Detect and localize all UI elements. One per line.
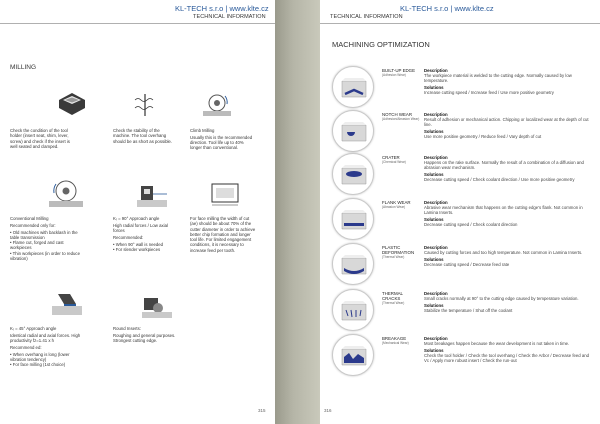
description-label: Description [424, 68, 448, 73]
insert-wear-icon [332, 289, 374, 331]
cell-subtitle: Recommended only for: [10, 222, 56, 228]
wear-subtitle: (Adhesion/Abrasion Wear) [382, 117, 420, 121]
page-number: 315 [258, 408, 266, 413]
solutions-text: Use more positive geometry / Reduce feed / Vary depth of cut [424, 133, 542, 139]
insert-wear-icon [332, 110, 374, 152]
wear-title: CRATER [382, 155, 400, 160]
solutions-label: Solutions [424, 216, 444, 222]
solutions-text: Decrease cutting speed / Decrease feed rate [424, 261, 510, 267]
insert-wear-icon [332, 153, 374, 195]
description-text: Abrasive wear mechanism that happens on the cutting edge's flank. Not common in Lamina Inserts. [424, 205, 583, 216]
wear-title: BUILT-UP EDGE [382, 68, 416, 73]
climb-milling-figure [200, 90, 234, 118]
cell-list [10, 230, 82, 262]
wear-title: NOTCH WEAR [382, 112, 413, 117]
header-divider [320, 23, 600, 24]
wear-title: THERMAL CRACKS [382, 291, 403, 301]
solutions-label: Solutions [424, 128, 444, 134]
list-item: • When 90° wall is needed [113, 242, 177, 247]
wear-row [332, 289, 594, 335]
description-label: Description [424, 155, 448, 160]
wear-details [424, 245, 594, 267]
approach-angle-90-note [113, 216, 177, 252]
approach-angle-90-figure [135, 182, 169, 210]
wear-name [382, 200, 422, 210]
page-title: MILLING [10, 64, 37, 71]
wear-name [382, 245, 422, 260]
conventional-milling-figure [46, 176, 86, 210]
list-item: • Old machines with backlash in the table transmission [10, 230, 82, 241]
description-text: Result of adhesion or mechanical action. Chipping or localized wear at the depth of cut line. [424, 117, 589, 128]
wear-subtitle: (Adhesion Wear) [382, 73, 406, 77]
wear-name [382, 155, 422, 165]
description-label: Description [424, 336, 448, 341]
solutions-text: Check the tool holder / Check the tool overhang / Check the Arbor / Decrease feed and Vc / Apply more robust insert / Check the run-out [424, 352, 590, 363]
wear-subtitle: (Thermal Wear) [382, 301, 405, 305]
cell-text: Usually this is the recommended direction. Tool life up to 40% longer than conventional. [190, 134, 253, 151]
section-label: TECHNICAL INFORMATION [193, 14, 266, 20]
wear-name [382, 336, 422, 346]
cell-subtitle: Recommended: [113, 234, 144, 240]
approach-angle-45-figure [50, 290, 84, 320]
wear-row [332, 153, 594, 199]
solutions-label: Solutions [424, 347, 444, 353]
solutions-text: Decrease cutting speed / Check coolant direction [424, 221, 518, 227]
book-gutter [275, 0, 320, 424]
wear-details [424, 200, 594, 227]
description-text: Happens on the rake surface. Normally the result of a combination of a diffusion and abrasion wear mechanism. [424, 160, 584, 171]
wear-subtitle: (Abrasion Wear) [382, 205, 406, 209]
conventional-milling-note [10, 216, 82, 261]
wear-row [332, 243, 594, 289]
wear-subtitle: (Chemical Wear) [382, 160, 406, 164]
insert-wear-icon [332, 198, 374, 240]
cell-title: Conventional Milling [10, 216, 49, 221]
climb-milling-note [190, 128, 256, 152]
cell-list [113, 242, 177, 253]
round-insert-note [113, 326, 177, 345]
cell-text: Check the condition of the tool holder (insert seat, shim, lever, screw) and check if the insert is well seated and clamped. [10, 128, 70, 149]
solutions-label: Solutions [424, 171, 444, 177]
page-title: MACHINING OPTIMIZATION [332, 40, 430, 49]
wear-row [332, 334, 594, 380]
left-page [0, 0, 275, 424]
round-insert-figure [140, 294, 174, 320]
list-item: • Thin workpieces (in order to reduce vibration) [10, 251, 82, 262]
list-item: • When overhang is long (lower vibration tendency) [10, 352, 82, 363]
brand-header[interactable]: KL-TECH s.r.o | www.klte.cz [400, 4, 494, 13]
wear-details [424, 68, 594, 95]
cell-subtitle: Recommend ed: [10, 344, 42, 350]
list-item: • For face milling (1st choice) [10, 362, 82, 367]
description-text: The workpiece material is welded to the cutting edge. Normally caused by low temperature. [424, 73, 572, 84]
wear-name [382, 291, 422, 306]
wear-title: BREAKAGE [382, 336, 407, 341]
description-label: Description [424, 200, 448, 205]
description-label: Description [424, 112, 448, 117]
tool-holder-figure [55, 90, 89, 118]
list-item: • For slender workpieces [113, 247, 177, 252]
cell-title: Climb Milling [190, 128, 215, 133]
insert-wear-icon [332, 66, 374, 108]
header-divider [0, 23, 275, 24]
machine-stability-figure [128, 92, 162, 118]
cell-text: Identical radial and axial forces. High productivity fz=1.41 x h [10, 332, 81, 344]
right-page [320, 0, 600, 424]
insert-wear-icon [332, 243, 374, 285]
wear-details [424, 291, 594, 313]
wear-details [424, 336, 594, 363]
cell-title: Round Inserts: [113, 326, 141, 331]
wear-subtitle: (Thermal Wear) [382, 255, 405, 259]
wear-row [332, 198, 594, 244]
cell-title: Kᵣ = 45° Approach angle [10, 326, 57, 331]
insert-wear-icon [332, 334, 374, 376]
wear-subtitle: (Mechanical Wear) [382, 341, 409, 345]
description-text: Small cracks normally at 90° to the cutting edge caused by temperature variation. [424, 296, 579, 302]
cell-list [10, 352, 82, 368]
wear-title: FLANK WEAR [382, 200, 411, 205]
cell-text: High radial forces / Low axial forces [113, 222, 168, 234]
description-text: Caused by cutting forces and too high temperature. Not common in Lamina Inserts. [424, 250, 583, 256]
face-milling-width-note [190, 216, 256, 255]
approach-angle-45-note [10, 326, 82, 368]
cell-text: For face milling the width of cut (ae) should be about 70% of the cutter diameter in order to achieve better chip formation and longer tool life. For limited engagement conditions, it is necessary to increase feed per tooth. [190, 216, 256, 253]
wear-row [332, 66, 594, 112]
solutions-text: Decrease cutting speed / Check coolant direction / Use more positive geometry [424, 176, 575, 182]
solutions-label: Solutions [424, 84, 444, 90]
wear-name [382, 68, 422, 78]
description-text: Most breakages happen because the wear development is not taken in time. [424, 341, 570, 347]
wear-title: PLASTIC DEFORMATION [382, 245, 415, 255]
cell-text: Check the stability of the machine. The tool overhang should be as short as possible. [113, 128, 172, 144]
solutions-label: Solutions [424, 256, 444, 262]
cell-title: Kᵣ = 90° Approach angle [113, 216, 160, 221]
brand-header[interactable]: KL-TECH s.r.o | www.klte.cz [175, 4, 269, 13]
page-number: 316 [324, 408, 332, 413]
list-item: • Flame cut, forged and cast workpieces [10, 240, 82, 251]
tool-holder-note [10, 128, 74, 151]
wear-row [332, 110, 594, 156]
description-label: Description [424, 291, 448, 296]
solutions-label: Solutions [424, 302, 444, 308]
machine-stability-note [113, 128, 177, 145]
wear-name [382, 112, 422, 122]
face-milling-width-figure [208, 178, 242, 208]
solutions-text: Increase cutting speed / Increase feed / Use more positive geometry [424, 89, 554, 95]
wear-details [424, 112, 594, 139]
description-label: Description [424, 245, 448, 250]
solutions-text: Stabilize the temperature / Shut off the coolant [424, 307, 513, 313]
section-label: TECHNICAL INFORMATION [330, 14, 403, 20]
cell-text: Roughing and general purposes. Strongest cutting edge. [113, 332, 176, 344]
wear-details [424, 155, 594, 182]
